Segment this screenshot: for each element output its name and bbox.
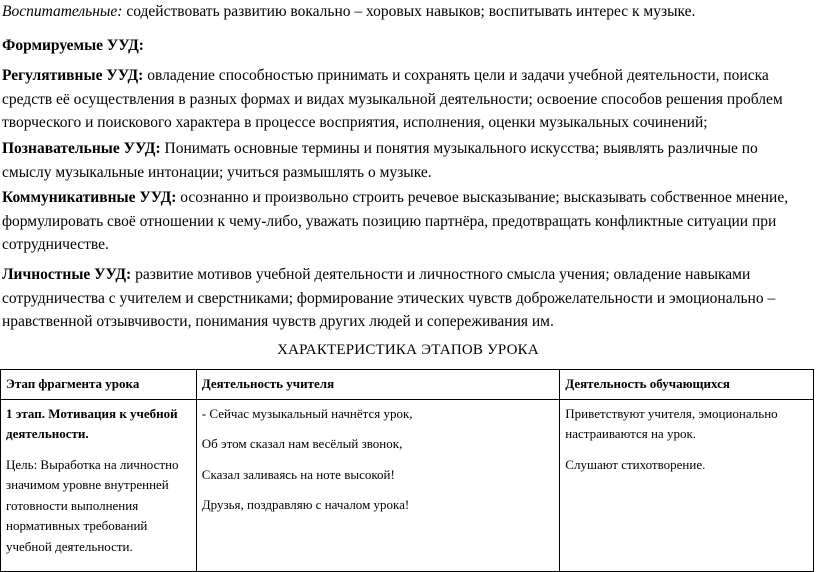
header-teacher-activity: Деятельность учителя [196,370,559,400]
uud-heading: Формируемые УУД: [2,37,144,54]
educational-text: содействовать развитию вокально – хоровых навыков; воспитывать интерес к музыке. [122,3,696,20]
section-title: ХАРАКТЕРИСТИКА ЭТАПОВ УРОКА [277,342,539,358]
student-activity-cell [560,399,814,572]
stage-goal: Цель: Выработка на личностно значимом уровне внутренней готовности выполнения нормативных требований учебной деятельности. [6,456,179,554]
communicative-label: Коммуникативные УУД: [2,189,177,206]
cognitive-uud [2,137,810,184]
stage-cell [1,399,197,572]
lesson-stages-table [0,369,814,572]
cognitive-label: Познавательные УУД: [2,140,161,157]
student-line: Слушают стихотворение. [565,456,706,472]
personal-label: Личностные УУД: [2,266,132,283]
table-header-row [1,370,814,400]
personal-uud [2,263,810,334]
regulatory-uud [2,64,810,135]
educational-goals [2,0,810,24]
personal-text: развитие мотивов учебной деятельности и личностного смысла учения; овладение навыками сотрудничества с учителем и сверстниками; формирование этических чувств доброжелательности и эмоционально – нравственной отзывчивости, понимания чувств других людей и сопереживания им. [2,266,776,330]
teacher-line: - Сейчас музыкальный начнётся урок, [201,405,413,421]
header-student-activity: Деятельность обучающихся [560,370,814,400]
educational-label: Воспитательные: [2,3,123,20]
regulatory-label: Регулятивные УУД: [2,67,144,84]
table-row [1,399,814,572]
teacher-line: Сказал заливаясь на ноте высокой! [201,466,395,482]
header-stage: Этап фрагмента урока [1,370,197,400]
teacher-line: Друзья, поздравляю с началом урока! [201,497,410,512]
stage-title: 1 этап. Мотивация к учебной деятельности. [6,405,178,441]
teacher-activity-cell [196,399,559,572]
communicative-uud [2,186,810,257]
communicative-text: осознанно и произвольно строить речевое высказывание; высказывать собственное мнение, формулировать своё отношении к чему-либо, уважать позицию партнёра, предотвращать конфликтные ситуации при сотрудничестве. [2,189,789,253]
student-line: Приветствуют учителя, эмоционально настраиваются на урок. [565,405,778,441]
cognitive-text: Понимать основные термины и понятия музыкального искусства; выявлять различные по смыслу музыкальные интонации; учиться размышлять о музыке. [2,140,758,181]
regulatory-text: овладение способностью принимать и сохранять цели и задачи учебной деятельности, поиска средств её осуществления в разных формах и видах музыкальной деятельности; освоение способов решения проблем творческого и поискового характера в процессе восприятия, исполнения, оценки музыкальных сочинений; [2,67,783,131]
teacher-line: Об этом сказал нам весёлый звонок, [201,436,403,451]
